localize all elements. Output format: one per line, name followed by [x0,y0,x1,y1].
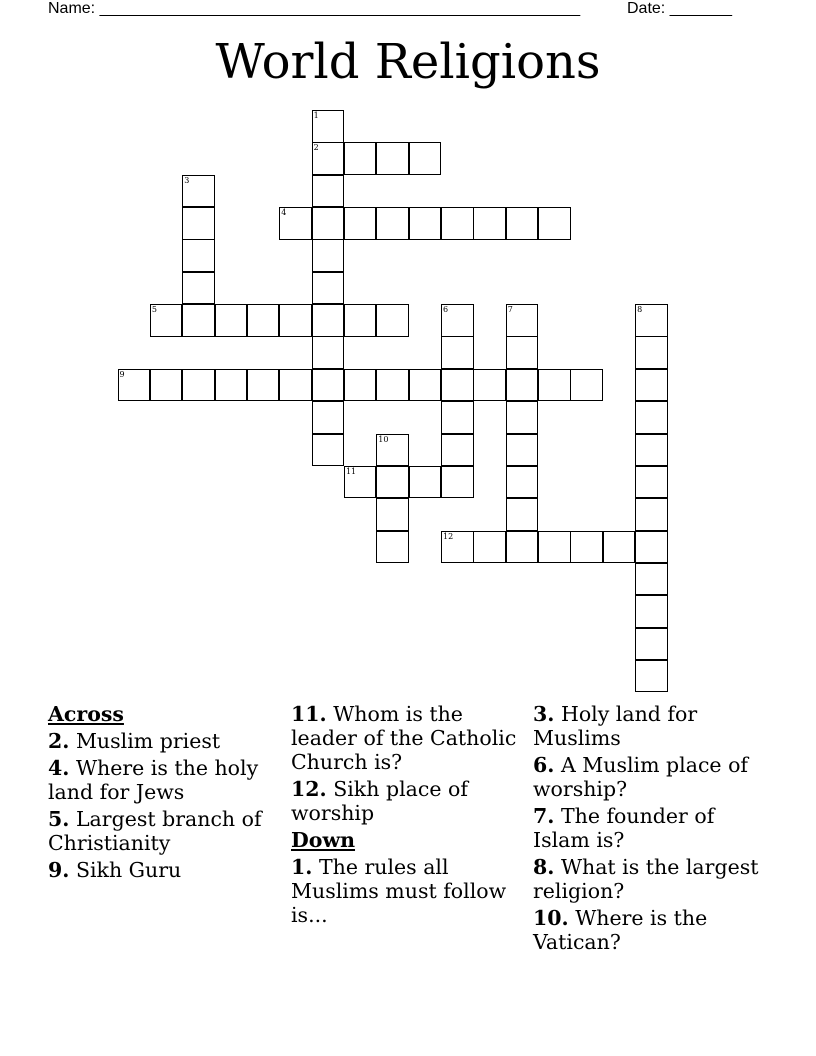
clue-number: 2. [48,729,70,753]
cell-number: 2 [313,143,319,153]
grid-cell[interactable] [441,336,474,369]
grid-cell[interactable] [506,336,539,369]
grid-cell[interactable] [409,466,442,499]
down-heading: Down [291,828,356,852]
grid-cell[interactable] [376,466,409,499]
grid-cell[interactable] [312,142,345,175]
clue-number: 7. [533,804,555,828]
clue-text: Largest branch of Christianity [48,807,262,855]
clue-across-5 [48,807,283,855]
clue-number: 4. [48,756,70,780]
clue-number: 1. [291,855,313,879]
grid-cell[interactable] [570,531,603,564]
cell-number: 5 [151,305,157,315]
grid-cell[interactable] [150,304,183,337]
clue-number: 8. [533,855,555,879]
grid-cell[interactable] [279,369,312,402]
grid-cell[interactable] [441,401,474,434]
grid-cell[interactable] [473,207,506,240]
grid-cell[interactable] [538,369,571,402]
grid-cell[interactable] [376,369,409,402]
cell-number: 1 [313,111,319,120]
across-heading: Across [48,702,124,726]
grid-cell[interactable] [506,466,539,499]
grid-cell[interactable] [247,304,280,337]
grid-cell[interactable] [376,434,409,467]
grid-cell[interactable] [279,304,312,337]
grid-cell[interactable] [312,434,345,467]
cell-number: 11 [345,466,357,476]
grid-cell[interactable] [215,304,248,337]
grid-cell[interactable] [506,401,539,434]
grid-cell[interactable] [635,628,668,661]
grid-cell[interactable] [150,369,183,402]
grid-cell[interactable] [312,110,345,143]
clue-column-2 [291,702,526,930]
grid-cell[interactable] [635,401,668,434]
grid-cell[interactable] [344,304,377,337]
grid-cell[interactable] [344,369,377,402]
cell-number: 12 [443,531,454,541]
clue-down-1 [291,855,526,927]
grid-cell[interactable] [312,401,345,434]
grid-cell[interactable] [506,369,539,402]
grid-cell[interactable] [538,207,571,240]
clue-column-1 [48,702,283,885]
clue-down-7 [533,804,768,852]
grid-cell[interactable] [635,660,668,693]
grid-cell[interactable] [312,175,345,208]
grid-cell[interactable] [409,369,442,402]
grid-cell[interactable] [635,466,668,499]
clue-number: 6. [533,753,555,777]
grid-cell[interactable] [635,369,668,402]
grid-cell[interactable] [376,207,409,240]
cell-number: 3 [184,175,190,185]
clue-down-10 [533,906,768,954]
grid-cell[interactable] [312,336,345,369]
name-field[interactable]: Name: ______________________________________________________ [48,0,581,17]
grid-cell[interactable] [312,272,345,305]
clue-text: Muslim priest [75,729,221,753]
date-field[interactable]: Date: _______ [627,0,732,17]
grid-cell[interactable] [441,369,474,402]
grid-cell[interactable] [441,304,474,337]
grid-cell[interactable] [473,531,506,564]
grid-cell[interactable] [182,272,215,305]
cell-number: 7 [507,305,513,315]
cell-number: 9 [119,369,125,379]
clue-down-8 [533,855,768,903]
grid-cell[interactable] [506,304,539,337]
grid-cell[interactable] [312,207,345,240]
clue-number: 12. [291,777,327,801]
grid-cell[interactable] [312,304,345,337]
clue-text: The rules all Muslims must follow is... [291,855,507,927]
grid-cell[interactable] [635,595,668,628]
grid-cell[interactable] [344,142,377,175]
grid-cell[interactable] [376,304,409,337]
clue-text: A Muslim place of worship? [533,753,748,801]
grid-cell[interactable] [635,434,668,467]
grid-cell[interactable] [312,239,345,272]
grid-cell[interactable] [473,369,506,402]
grid-cell[interactable] [376,531,409,564]
clue-text: Sikh Guru [75,858,182,882]
grid-cell[interactable] [118,369,151,402]
grid-cell[interactable] [441,531,474,564]
grid-cell[interactable] [506,207,539,240]
clue-across-12 [291,777,526,825]
clue-number: 5. [48,807,70,831]
grid-cell[interactable] [344,466,377,499]
clue-number: 11. [291,702,327,726]
grid-cell[interactable] [441,466,474,499]
clue-text: Where is the holy land for Jews [48,756,259,804]
clue-down-6 [533,753,768,801]
grid-cell[interactable] [312,369,345,402]
grid-cell[interactable] [182,304,215,337]
grid-cell[interactable] [635,563,668,596]
clue-across-9 [48,858,283,882]
grid-cell[interactable] [344,207,377,240]
grid-cell[interactable] [182,207,215,240]
grid-cell[interactable] [376,498,409,531]
grid-cell[interactable] [506,531,539,564]
grid-cell[interactable] [570,369,603,402]
clue-text: Whom is the leader of the Catholic Church is? [291,702,517,774]
grid-cell[interactable] [409,207,442,240]
cell-number: 6 [443,305,449,315]
grid-cell[interactable] [182,369,215,402]
clue-number: 9. [48,858,70,882]
grid-cell[interactable] [603,531,636,564]
clue-text: Where is the Vatican? [533,906,708,954]
cell-number: 4 [281,208,287,218]
clue-text: The founder of Islam is? [533,804,715,852]
grid-cell[interactable] [279,207,312,240]
grid-cell[interactable] [182,239,215,272]
clue-across-4 [48,756,283,804]
grid-cell[interactable] [409,142,442,175]
grid-cell[interactable] [441,434,474,467]
clue-text: Holy land for Muslims [533,702,698,750]
clue-column-3 [533,702,768,957]
grid-cell[interactable] [376,142,409,175]
grid-cell[interactable] [247,369,280,402]
clue-down-3 [533,702,768,750]
grid-cell[interactable] [635,336,668,369]
clue-number: 3. [533,702,555,726]
grid-cell[interactable] [635,498,668,531]
grid-cell[interactable] [441,207,474,240]
clue-across-2 [48,729,283,753]
page-title: World Religions [215,34,601,90]
grid-cell[interactable] [635,531,668,564]
grid-cell[interactable] [182,175,215,208]
clue-number: 10. [533,906,569,930]
grid-cell[interactable] [635,304,668,337]
clue-text: What is the largest religion? [533,855,759,903]
cell-number: 8 [637,305,643,315]
clue-across-11 [291,702,526,774]
grid-cell[interactable] [538,531,571,564]
cell-number: 10 [378,434,389,444]
clue-text: Sikh place of worship [291,777,468,825]
grid-cell[interactable] [506,498,539,531]
grid-cell[interactable] [215,369,248,402]
grid-cell[interactable] [506,434,539,467]
